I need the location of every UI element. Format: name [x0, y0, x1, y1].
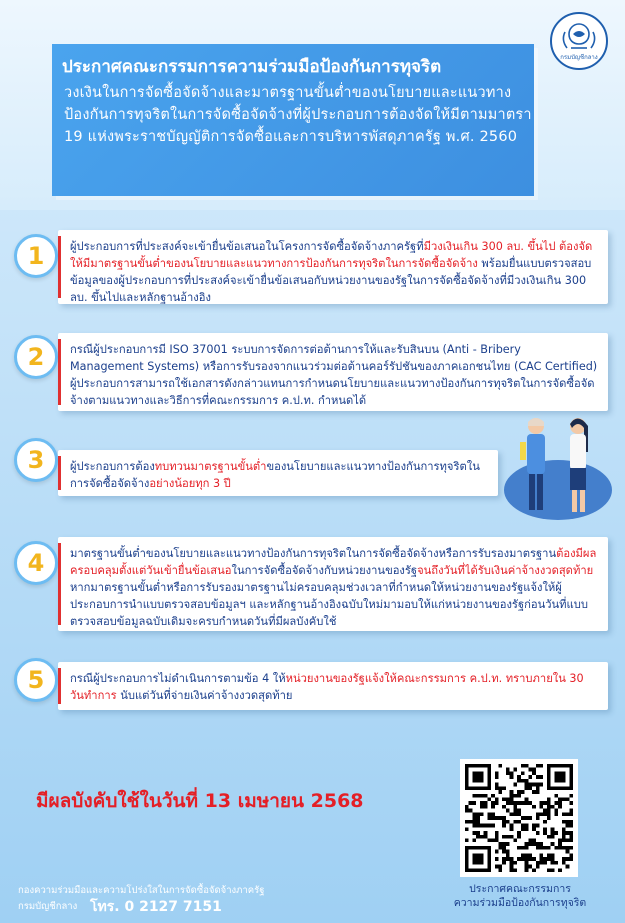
page-subtitle: วงเงินในการจัดซื้อจัดจ้างและมาตรฐานขั้นต่ำของนโยบายและแนวทางป้องกันการทุจริตในการจัดซื้อจัดจ้างที่ผู้ประกอบการต้องจัดให้มีตามมาตรา 19 แห่งพระราชบัญญัติการจัดซื้อและการบริหารพัสดุภาครัฐ พ.ศ. 2560 — [64, 85, 532, 145]
item-card — [58, 333, 608, 411]
body-text: ของนโยบายและแนวทางป้องกันการทุจริตในการจัดซื้อจัดจ้าง — [70, 460, 480, 490]
footer-phone: โทร. 0 2127 7151 — [90, 899, 222, 915]
body-text: หากมาตรฐานขั้นต่ำหรือการรับรองมาตรฐานไม่ครอบคลุมช่วงเวลาที่กำหนดให้หน่วยงานของรัฐแจ้งให้ผู้ประกอบการนำแบบตรวจสอบข้อมูลฯ และหลักฐานอ้างอิงฉบับใหม่มามอบให้แก่หน่วยงานของรัฐก่อนวันที่แบบตรวจสอบข้อมูลฉบับเดิมจะครบกำหนดวันที่มีผลบังคับใช้ — [70, 581, 588, 628]
body-text: มาตรฐานขั้นต่ำของนโยบายและแนวทางป้องกันการทุจริตในการจัดซื้อจัดจ้างหรือการรับรองมาตรฐาน — [70, 547, 557, 560]
comptroller-logo — [550, 12, 608, 70]
logo-text: กรมบัญชีกลาง — [560, 54, 598, 61]
body-text: พร้อมยื่นแบบตรวจสอบข้อมูลของผู้ประกอบการที่ประสงค์จะเข้ายื่นข้อเสนอกับหน่วยงานของรัฐในการจัดซื้อจัดจ้างที่มีวงเงินเกิน 300 ลบ. ขึ้นไปและหลักฐานอ้างอิง — [70, 257, 592, 304]
highlight-text: อย่างน้อยทุก 3 ปี — [149, 477, 231, 490]
list-item-1 — [14, 230, 608, 306]
business-people-illustration — [500, 412, 612, 522]
item-card — [58, 537, 608, 631]
highlight-text: หน่วยงานของรัฐแจ้งให้คณะกรรมการ ค.ป.ท. ทราบภายใน 30 วันทำการ — [70, 672, 584, 702]
item-card — [58, 450, 498, 496]
item-card — [58, 662, 608, 710]
body-text: ผู้ประกอบการที่ประสงค์จะเข้ายื่นข้อเสนอในโครงการจัดซื้อจัดจ้างภาครัฐที่ — [70, 240, 424, 253]
qr-label — [430, 882, 610, 910]
highlight-text: ทบทวนมาตรฐานขั้นต่ำ — [154, 460, 267, 473]
highlight-text: จนถึงวันที่ได้รับเงินค่าจ้างงวดสุดท้าย — [417, 564, 594, 577]
page-title: ประกาศคณะกรรมการความร่วมมือป้องกันการทุจริต — [62, 57, 442, 77]
qr-code-icon — [465, 764, 573, 872]
list-item-2 — [14, 333, 608, 413]
qr-label-line1: ประกาศคณะกรรมการ — [469, 883, 571, 895]
item-text — [70, 238, 598, 306]
list-item-4 — [14, 537, 608, 633]
list-item-5 — [14, 658, 608, 714]
item-number: 2 — [14, 335, 58, 379]
item-number: 5 — [14, 658, 58, 702]
item-card — [58, 230, 608, 304]
footer-org-line2: กรมบัญชีกลาง — [18, 901, 78, 912]
body-text: กรณีผู้ประกอบการไม่ดำเนินการตามข้อ 4 ให้ — [70, 672, 286, 685]
item-text — [70, 670, 598, 704]
item-text — [70, 341, 598, 409]
item-text — [70, 458, 488, 492]
body-text: กรณีผู้ประกอบการมี ISO 37001 ระบบการจัดการต่อต้านการให้และรับสินบน (Anti - Bribery Management Systems) หรือการรับรองจากแนวร่วมต่อต้านคอร์รัปชันของภาคเอกชนไทย (CAC Certified) ผู้ประกอบการสามารถใช้เอกสารดังกล่าวแทนการกำหนดนโยบายและแนวทางป้องกันการทุจริตในการจัดซื้อจัดจ้างตามแนวทางและวิธีการที่คณะกรรมการ ค.ป.ท. กำหนดได้ — [70, 343, 598, 407]
item-number: 1 — [14, 234, 58, 278]
item-number: 4 — [14, 541, 58, 585]
highlight-text: มีวงเงินเกิน 300 ลบ. ขึ้นไป ต้องจัดให้มีมาตรฐานขั้นต่ำของนโยบายและแนวทางการป้องกันการทุจริตในการจัดซื้อจัดจ้าง — [70, 240, 593, 270]
body-text: ในการจัดซื้อจัดจ้างกับหน่วยงานของรัฐ — [231, 564, 418, 577]
garuda-emblem-icon — [559, 20, 599, 54]
highlight-text: ต้องมีผลครอบคลุมตั้งแต่วันเข้ายื่นข้อเสนอ — [70, 547, 597, 577]
effective-date: มีผลบังคับใช้ในวันที่ 13 เมษายน 2568 — [36, 790, 364, 812]
item-text — [70, 545, 598, 630]
item-number: 3 — [14, 438, 58, 482]
body-text: ผู้ประกอบการต้อง — [70, 460, 155, 473]
qr-label-line2: ความร่วมมือป้องกันการทุจริต — [453, 897, 587, 909]
body-text: นับแต่วันที่จ่ายเงินค่าจ้างงวดสุดท้าย — [116, 689, 293, 702]
qr-code[interactable] — [460, 759, 578, 877]
footer-org-line1: กองความร่วมมือและความโปร่งใสในการจัดซื้อจัดจ้างภาครัฐ — [18, 885, 265, 896]
